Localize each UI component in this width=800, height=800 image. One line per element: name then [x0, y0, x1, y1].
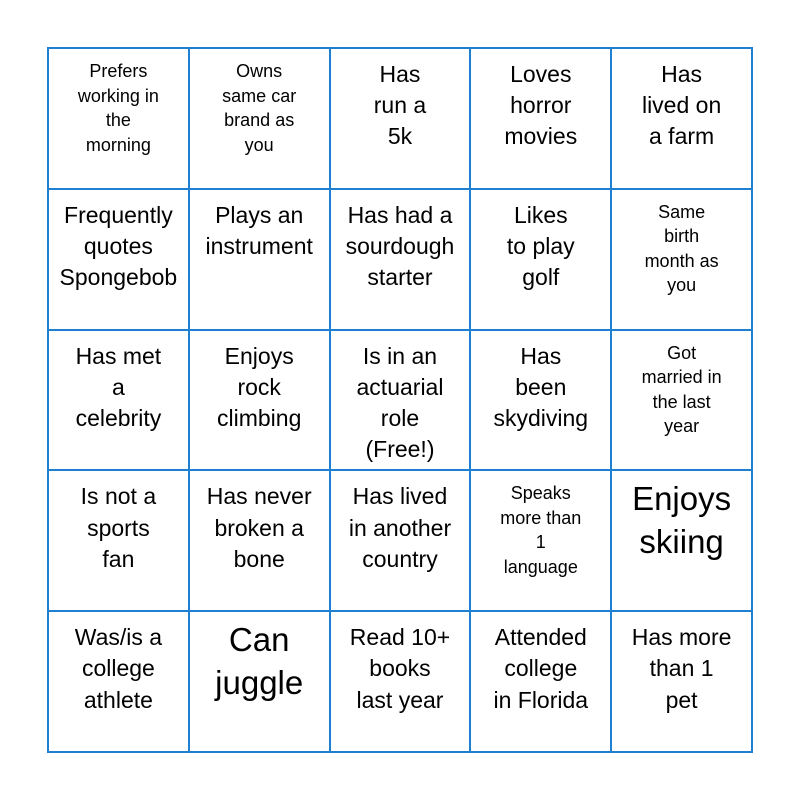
bingo-cell[interactable]: [611, 189, 752, 330]
cell-text: Prefers working in the morning: [77, 61, 159, 155]
cell-text: Has met a celebrity: [75, 342, 162, 431]
cell-text: Is not a sports fan: [80, 483, 157, 572]
cell-text: Was/is a college athlete: [74, 624, 163, 713]
cell-text: Speaks more than 1 language: [500, 483, 582, 577]
bingo-cell[interactable]: [189, 189, 330, 330]
cell-text: Is in an actuarial role (Free!): [356, 342, 444, 463]
cell-text: Frequently quotes Spongebob: [59, 201, 178, 291]
bingo-cell[interactable]: [611, 470, 752, 611]
bingo-cell[interactable]: [330, 48, 471, 189]
cell-text: Plays an instrument: [205, 201, 313, 259]
bingo-cell[interactable]: [330, 611, 471, 752]
cell-text: Same birth month as you: [644, 201, 719, 296]
cell-text: Has never broken a bone: [206, 483, 312, 572]
cell-text: Has run a 5k: [373, 61, 427, 150]
bingo-cell[interactable]: [189, 48, 330, 189]
bingo-cell[interactable]: [189, 611, 330, 752]
bingo-cell[interactable]: [189, 330, 330, 471]
bingo-cell[interactable]: [611, 48, 752, 189]
bingo-cell[interactable]: [48, 189, 189, 330]
cell-text: Owns same car brand as you: [222, 61, 297, 155]
bingo-cell[interactable]: [611, 330, 752, 471]
bingo-cell[interactable]: [189, 470, 330, 611]
cell-text: Has more than 1 pet: [631, 624, 732, 713]
cell-text: Has lived on a farm: [641, 61, 722, 150]
bingo-cell[interactable]: [470, 189, 611, 330]
bingo-cell-free[interactable]: [330, 330, 471, 471]
cell-text: Has lived in another country: [348, 483, 452, 572]
cell-text: Enjoys rock climbing: [217, 342, 302, 431]
bingo-cell[interactable]: [48, 611, 189, 752]
cell-text: Has been skydiving: [493, 342, 589, 431]
cell-text: Enjoys skiing: [632, 480, 732, 561]
cell-text: Can juggle: [215, 621, 304, 702]
cell-text: Has had a sourdough starter: [345, 201, 455, 291]
bingo-cell[interactable]: [48, 48, 189, 189]
bingo-cell[interactable]: [330, 189, 471, 330]
cell-text: Loves horror movies: [504, 61, 578, 150]
cell-text: Likes to play golf: [506, 201, 575, 291]
bingo-cell[interactable]: [48, 330, 189, 471]
bingo-cell[interactable]: [470, 470, 611, 611]
bingo-cell[interactable]: [470, 48, 611, 189]
bingo-cell[interactable]: [611, 611, 752, 752]
bingo-cell[interactable]: [470, 330, 611, 471]
bingo-cell[interactable]: [470, 611, 611, 752]
bingo-cell[interactable]: [330, 470, 471, 611]
cell-text: Attended college in Florida: [493, 624, 589, 713]
cell-text: Got married in the last year: [641, 342, 722, 437]
bingo-cell[interactable]: [48, 470, 189, 611]
bingo-board: [47, 47, 753, 753]
cell-text: Read 10+ books last year: [349, 624, 451, 713]
